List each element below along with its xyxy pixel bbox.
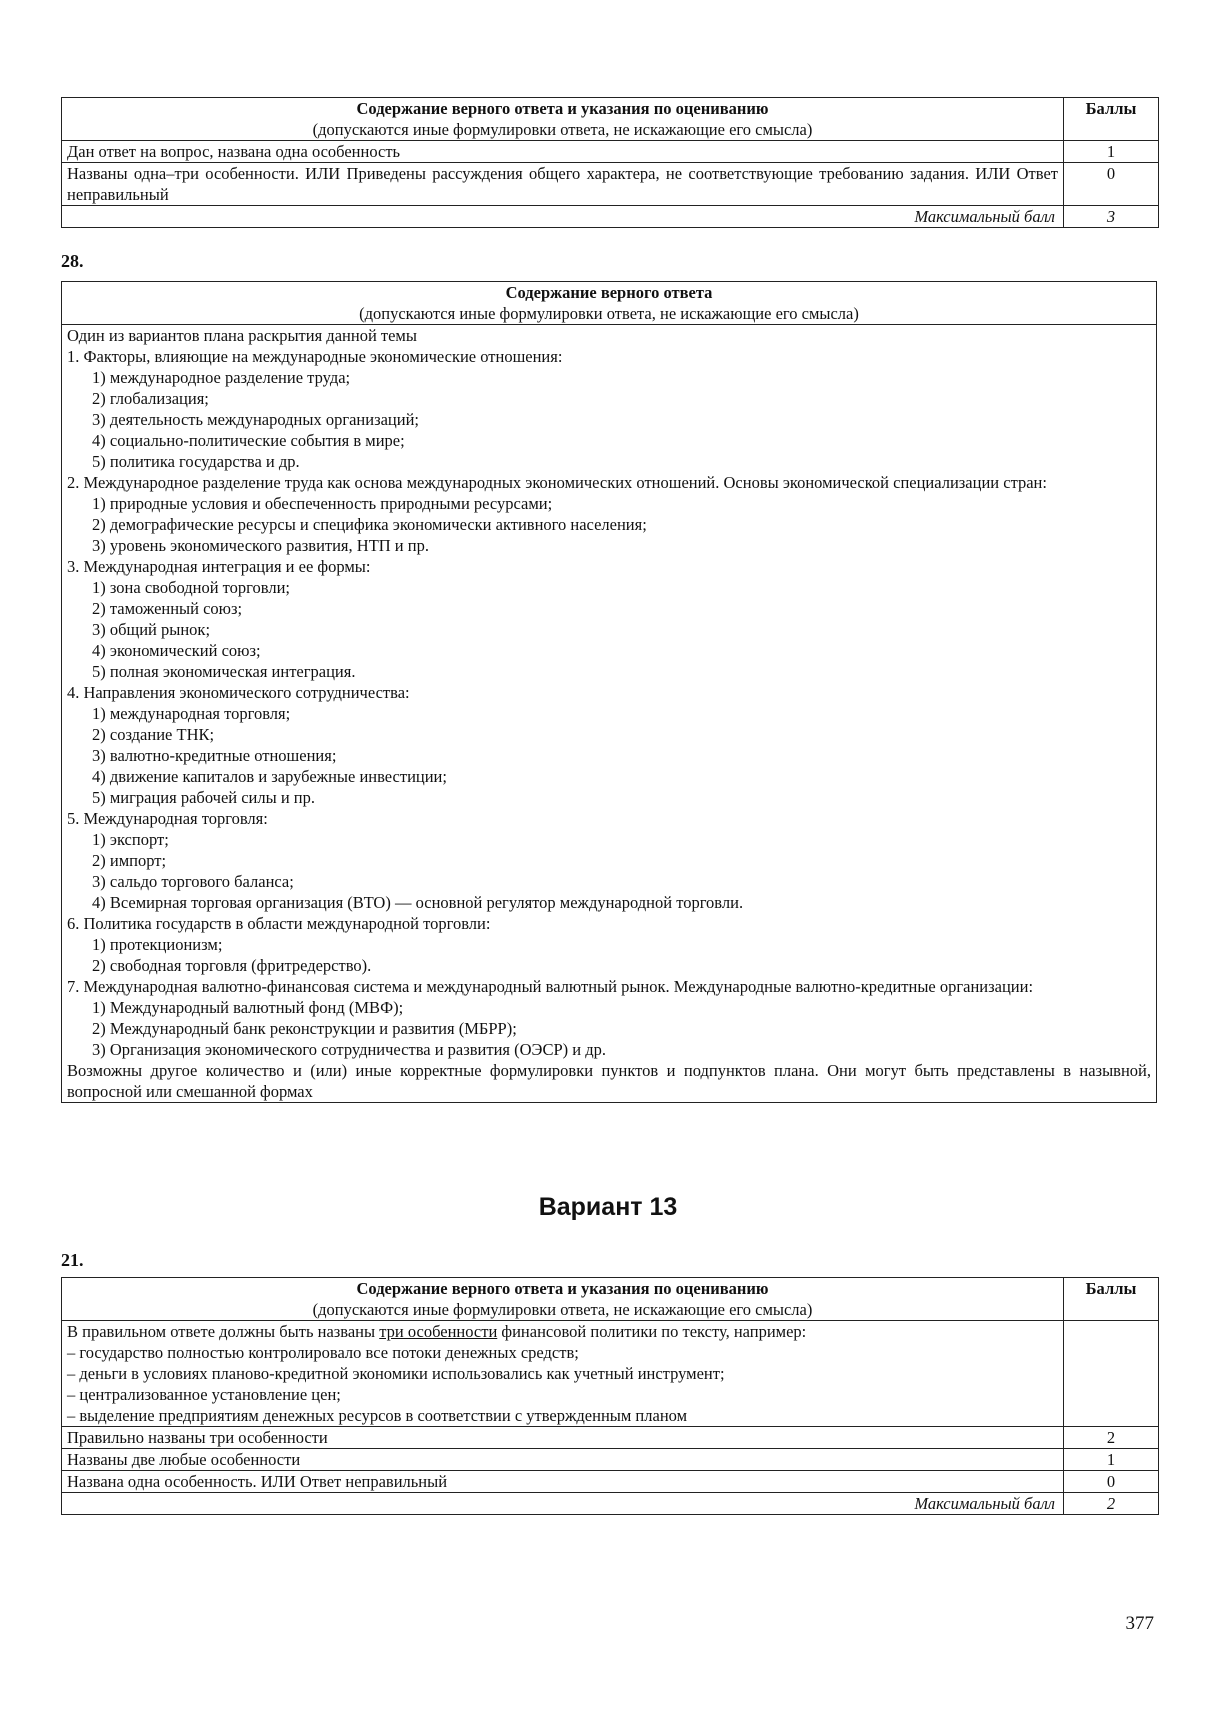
max-score-label: Максимальный балл (62, 206, 1064, 228)
answer-plan (62, 325, 1157, 1103)
score-header (1064, 1278, 1159, 1321)
plan-subitem: 1) протекционизм; (92, 935, 223, 954)
header-title: Содержание верного ответа и указания по оцениванию (356, 1279, 769, 1298)
max-score-row (62, 206, 1159, 228)
plan-subitem: 1) Международный валютный фонд (МВФ); (92, 998, 404, 1017)
plan-subitem: 2) импорт; (92, 851, 167, 870)
header-title: Содержание верного ответа и указания по оцениванию (356, 99, 769, 118)
score-header-label: Баллы (1085, 1279, 1137, 1298)
criterion-cell: Названы две любые особенности (62, 1449, 1064, 1471)
table-row (62, 1449, 1159, 1471)
criterion-cell: Правильно названы три особенности (62, 1427, 1064, 1449)
plan-subitem: 3) уровень экономического развития, НТП и пр. (92, 536, 429, 555)
variant-title: Вариант 13 (538, 1193, 678, 1221)
score-cell: 1 (1064, 1449, 1159, 1471)
plan-subitem: 2) свободная торговля (фритредерство). (92, 956, 372, 975)
plan-subitem: 5) миграция рабочей силы и пр. (92, 788, 315, 807)
max-score-label: Максимальный балл (62, 1493, 1064, 1515)
plan-subitem: 3) валютно-кредитные отношения; (92, 746, 337, 765)
grading-table-top (61, 97, 1159, 228)
list-item: – государство полностью контролировало все потоки денежных средств; (67, 1343, 579, 1362)
plan-subitem: 1) зона свободной торговли; (92, 578, 290, 597)
criterion-cell: Дан ответ на вопрос, названа одна особенность (62, 141, 1064, 163)
score-cell (1064, 1321, 1159, 1427)
criterion-cell: Названы одна–три особенности. ИЛИ Приведены рассуждения общего характера, не соответствующие требованию задания. ИЛИ Ответ неправильный (62, 163, 1064, 206)
plan-subitem: 5) полная экономическая интеграция. (92, 662, 356, 681)
table-header (62, 282, 1157, 325)
grading-table-21 (61, 1277, 1159, 1515)
page-number: 377 (1125, 1613, 1154, 1634)
list-item: – централизованное установление цен; (67, 1385, 341, 1404)
question-number: 28. (61, 251, 84, 271)
table-header (62, 1278, 1064, 1321)
plan-item: 1. Факторы, влияющие на международные экономические отношения: (67, 347, 563, 366)
header-title: Содержание верного ответа (505, 283, 713, 302)
plan-subitem: 5) политика государства и др. (92, 452, 300, 471)
plan-subitem: 4) движение капиталов и зарубежные инвестиции; (92, 767, 447, 786)
plan-subitem: 2) глобализация; (92, 389, 209, 408)
score-header (1064, 98, 1159, 141)
plan-subitem: 3) деятельность международных организаций; (92, 410, 419, 429)
plan-subitem: 4) экономический союз; (92, 641, 261, 660)
question-number: 21. (61, 1250, 84, 1270)
plan-item: Один из вариантов плана раскрытия данной темы (67, 326, 417, 345)
plan-subitem: 1) экспорт; (92, 830, 169, 849)
score-cell: 2 (1064, 1427, 1159, 1449)
plan-item: 2. Международное разделение труда как основа международных экономических отношений. Основы экономической специализации стран: (67, 473, 1047, 492)
plan-subitem: 2) создание ТНК; (92, 725, 215, 744)
score-cell: 1 (1064, 141, 1159, 163)
plan-subitem: 4) социально-политические события в мире; (92, 431, 405, 450)
max-score-row (62, 1493, 1159, 1515)
plan-subitem: 3) сальдо торгового баланса; (92, 872, 294, 891)
header-subtitle: (допускаются иные формулировки ответа, не искажающие его смысла) (312, 120, 813, 139)
plan-item: 4. Направления экономического сотрудничества: (67, 683, 410, 702)
plan-subitem: 2) демографические ресурсы и специфика экономически активного населения; (92, 515, 647, 534)
plan-subitem: 1) природные условия и обеспеченность природными ресурсами; (92, 494, 553, 513)
intro-text: В правильном ответе должны быть названы три особенности финансовой политики по тексту, например: (67, 1322, 807, 1341)
max-score-value: 2 (1064, 1493, 1159, 1515)
plan-subitem: 1) международное разделение труда; (92, 368, 351, 387)
table-row (62, 1427, 1159, 1449)
plan-item: 7. Международная валютно-финансовая система и международный валютный рынок. Международные валютно-кредитные организации: (67, 977, 1034, 996)
plan-item: 3. Международная интеграция и ее формы: (67, 557, 371, 576)
plan-item: 5. Международная торговля: (67, 809, 268, 828)
answer-content (62, 1321, 1064, 1427)
list-item: – выделение предприятиям денежных ресурсов в соответствии с утвержденным планом (67, 1406, 688, 1425)
table-row (62, 163, 1159, 206)
plan-subitem: 2) таможенный союз; (92, 599, 243, 618)
score-cell: 0 (1064, 1471, 1159, 1493)
plan-subitem: 1) международная торговля; (92, 704, 291, 723)
max-score-value: 3 (1064, 206, 1159, 228)
header-subtitle: (допускаются иные формулировки ответа, не искажающие его смысла) (312, 1300, 813, 1319)
plan-subitem: 2) Международный банк реконструкции и развития (МБРР); (92, 1019, 517, 1038)
plan-item: 6. Политика государств в области международной торговли: (67, 914, 491, 933)
plan-subitem: 4) Всемирная торговая организация (ВТО) — основной регулятор международной торговли. (92, 893, 744, 912)
table-row (62, 141, 1159, 163)
criterion-cell: Названа одна особенность. ИЛИ Ответ неправильный (62, 1471, 1064, 1493)
plan-subitem: 3) общий рынок; (92, 620, 211, 639)
table-header (62, 98, 1064, 141)
plan-item: Возможны другое количество и (или) иные корректные формулировки пунктов и подпунктов плана. Они могут быть представлены в назывной, вопросной или смешанной формах (67, 1061, 1151, 1101)
table-row (62, 1471, 1159, 1493)
answer-table-28 (61, 281, 1157, 1103)
score-cell: 0 (1064, 163, 1159, 206)
score-header-label: Баллы (1085, 99, 1137, 118)
list-item: – деньги в условиях планово-кредитной экономики использовались как учетный инструмент; (67, 1364, 725, 1383)
plan-subitem: 3) Организация экономического сотрудничества и развития (ОЭСР) и др. (92, 1040, 606, 1059)
header-subtitle: (допускаются иные формулировки ответа, не искажающие его смысла) (359, 304, 859, 323)
